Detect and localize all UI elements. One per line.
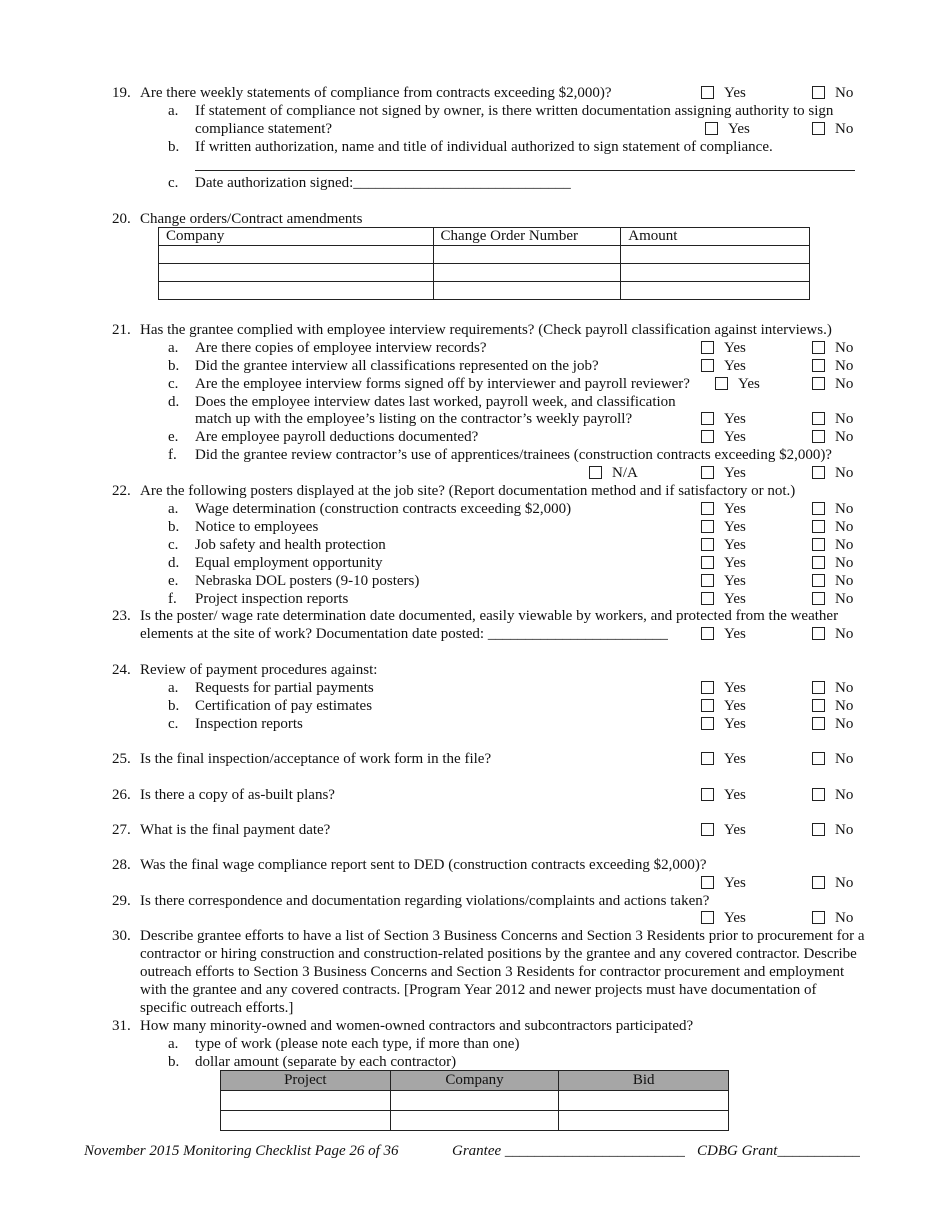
- yes-label: Yes: [728, 121, 750, 137]
- yes-label: Yes: [724, 626, 746, 642]
- no-label: No: [835, 85, 854, 101]
- yes-label: Yes: [724, 875, 746, 891]
- yes-label: Yes: [724, 573, 746, 589]
- yes-label: Yes: [724, 680, 746, 696]
- footer-page-info: November 2015 Monitoring Checklist Page 26 of 36: [84, 1143, 399, 1159]
- no-label: No: [835, 573, 854, 589]
- q22b-letter: b.: [168, 519, 180, 535]
- q21f-no-checkbox[interactable]: [812, 466, 825, 479]
- q22c-yes-checkbox[interactable]: [701, 538, 714, 551]
- q31a-text: type of work (please note each type, if more than one): [195, 1036, 520, 1052]
- yes-label: Yes: [724, 501, 746, 517]
- table-cell[interactable]: [621, 246, 810, 264]
- q19a-text-line2: compliance statement?: [195, 121, 333, 137]
- table-cell[interactable]: [390, 1091, 559, 1111]
- table-cell[interactable]: [159, 264, 434, 282]
- footer-grantee: Grantee ________________________: [452, 1143, 685, 1159]
- q22f-no-checkbox[interactable]: [812, 592, 825, 605]
- q22e-letter: e.: [168, 573, 179, 589]
- q22b-yes-checkbox[interactable]: [701, 520, 714, 533]
- q21b-letter: b.: [168, 358, 180, 374]
- yes-label: Yes: [724, 910, 746, 926]
- no-label: No: [835, 822, 854, 838]
- q20-text: Change orders/Contract amendments: [140, 211, 363, 227]
- table-cell[interactable]: [433, 282, 621, 300]
- q21b-yes-checkbox[interactable]: [701, 359, 714, 372]
- q30-text: Describe grantee efforts to have a list of Section 3 Business Concerns and Section 3 Residents prior to procurement for a contractor or hiring construction and construction-related positions by the grantee and any covered contractor. Describe outreach efforts to Section 3 Business Concerns and Section 3 Residents for contractor procurement and employment with the grantee and any covered contracts. [Program Year 2012 and newer projects must have documentation of specific outreach efforts.]: [140, 928, 865, 1016]
- q24b-yes-checkbox[interactable]: [701, 699, 714, 712]
- q19-yes-checkbox[interactable]: [701, 86, 714, 99]
- yes-label: Yes: [724, 85, 746, 101]
- yes-label: Yes: [724, 751, 746, 767]
- table-cell[interactable]: [159, 282, 434, 300]
- no-label: No: [835, 465, 854, 481]
- q22a-letter: a.: [168, 501, 179, 517]
- q23-no-checkbox[interactable]: [812, 627, 825, 640]
- q22b-no-checkbox[interactable]: [812, 520, 825, 533]
- q21e-text: Are employee payroll deductions documented?: [195, 429, 479, 445]
- table-row: [159, 282, 810, 300]
- q21f-text: Did the grantee review contractor’s use of apprentices/trainees (construction contracts exceeding $2,000)?: [195, 447, 832, 463]
- no-label: No: [835, 555, 854, 571]
- yes-label: Yes: [724, 698, 746, 714]
- q22f-letter: f.: [168, 591, 177, 607]
- no-label: No: [835, 501, 854, 517]
- q21c-yes-checkbox[interactable]: [715, 377, 728, 390]
- q24c-yes-checkbox[interactable]: [701, 717, 714, 730]
- q27-number: 27.: [112, 822, 131, 838]
- no-label: No: [835, 875, 854, 891]
- no-label: No: [835, 716, 854, 732]
- q22f-yes-checkbox[interactable]: [701, 592, 714, 605]
- q26-no-checkbox[interactable]: [812, 788, 825, 801]
- q22b-text: Notice to employees: [195, 519, 319, 535]
- q28-no-checkbox[interactable]: [812, 876, 825, 889]
- contractors-table: [220, 1070, 729, 1131]
- q24-number: 24.: [112, 662, 131, 678]
- column-header-project: Project: [221, 1071, 391, 1091]
- q21-number: 21.: [112, 322, 131, 338]
- q24-text: Review of payment procedures against:: [140, 662, 378, 678]
- table-row: [159, 264, 810, 282]
- q22d-letter: d.: [168, 555, 180, 571]
- no-label: No: [835, 537, 854, 553]
- table-cell[interactable]: [621, 264, 810, 282]
- q29-yes-checkbox[interactable]: [701, 911, 714, 924]
- table-row: [221, 1111, 729, 1131]
- q26-yes-checkbox[interactable]: [701, 788, 714, 801]
- q22a-yes-checkbox[interactable]: [701, 502, 714, 515]
- yes-label: Yes: [724, 537, 746, 553]
- no-label: No: [835, 376, 854, 392]
- q21f-na-checkbox[interactable]: [589, 466, 602, 479]
- yes-label: Yes: [724, 822, 746, 838]
- q22d-no-checkbox[interactable]: [812, 556, 825, 569]
- yes-label: Yes: [724, 340, 746, 356]
- q21f-letter: f.: [168, 447, 177, 463]
- q21a-yes-checkbox[interactable]: [701, 341, 714, 354]
- table-row: [159, 246, 810, 264]
- q21a-letter: a.: [168, 340, 179, 356]
- no-label: No: [835, 698, 854, 714]
- q28-text: Was the final wage compliance report sent to DED (construction contracts exceeding $2,000)?: [140, 857, 707, 873]
- q21d-letter: d.: [168, 394, 180, 410]
- no-label: No: [835, 680, 854, 696]
- table-cell[interactable]: [221, 1091, 391, 1111]
- q19a-letter: a.: [168, 103, 179, 119]
- no-label: No: [835, 429, 854, 445]
- q19b-text: If written authorization, name and title of individual authorized to sign statement of compliance.: [195, 139, 773, 155]
- column-header-company: Company: [390, 1071, 559, 1091]
- q31b-text: dollar amount (separate by each contractor): [195, 1054, 457, 1070]
- no-label: No: [835, 519, 854, 535]
- table-cell[interactable]: [559, 1111, 729, 1131]
- q19b-answer-line[interactable]: [195, 170, 855, 171]
- yes-label: Yes: [724, 716, 746, 732]
- column-header-company: Company: [159, 228, 434, 246]
- q27-yes-checkbox[interactable]: [701, 823, 714, 836]
- q25-number: 25.: [112, 751, 131, 767]
- q23-text-line2: elements at the site of work? Documentation date posted: ________________________: [140, 626, 668, 642]
- q31b-letter: b.: [168, 1054, 180, 1070]
- q28-yes-checkbox[interactable]: [701, 876, 714, 889]
- column-header-bid: Bid: [559, 1071, 729, 1091]
- no-label: No: [835, 411, 854, 427]
- q22e-no-checkbox[interactable]: [812, 574, 825, 587]
- q30-number: 30.: [112, 928, 131, 944]
- q28-number: 28.: [112, 857, 131, 873]
- q21b-text: Did the grantee interview all classifications represented on the job?: [195, 358, 599, 374]
- q25-yes-checkbox[interactable]: [701, 752, 714, 765]
- q27-text: What is the final payment date?: [140, 822, 331, 838]
- q21d-yes-checkbox[interactable]: [701, 412, 714, 425]
- q21c-no-checkbox[interactable]: [812, 377, 825, 390]
- no-label: No: [835, 787, 854, 803]
- change-orders-table: [158, 227, 810, 300]
- q29-no-checkbox[interactable]: [812, 911, 825, 924]
- na-label: N/A: [612, 465, 638, 481]
- q31-text: How many minority-owned and women-owned contractors and subcontractors participated?: [140, 1018, 694, 1034]
- table-cell[interactable]: [621, 282, 810, 300]
- q20-number: 20.: [112, 211, 131, 227]
- yes-label: Yes: [724, 787, 746, 803]
- q24a-yes-checkbox[interactable]: [701, 681, 714, 694]
- q21a-text: Are there copies of employee interview records?: [195, 340, 487, 356]
- q19b-letter: b.: [168, 139, 180, 155]
- q19-no-checkbox[interactable]: [812, 86, 825, 99]
- q21c-letter: c.: [168, 376, 179, 392]
- yes-label: Yes: [724, 555, 746, 571]
- yes-label: Yes: [724, 519, 746, 535]
- yes-label: Yes: [724, 429, 746, 445]
- q24c-no-checkbox[interactable]: [812, 717, 825, 730]
- table-row: [221, 1091, 729, 1111]
- q27-no-checkbox[interactable]: [812, 823, 825, 836]
- q22e-yes-checkbox[interactable]: [701, 574, 714, 587]
- q24b-no-checkbox[interactable]: [812, 699, 825, 712]
- table-header-row: [159, 228, 810, 246]
- table-cell[interactable]: [221, 1111, 391, 1131]
- q22d-text: Equal employment opportunity: [195, 555, 383, 571]
- q22e-text: Nebraska DOL posters (9-10 posters): [195, 573, 420, 589]
- q19c-letter: c.: [168, 175, 179, 191]
- table-cell[interactable]: [559, 1091, 729, 1111]
- table-cell[interactable]: [433, 246, 621, 264]
- q23-yes-checkbox[interactable]: [701, 627, 714, 640]
- q24a-text: Requests for partial payments: [195, 680, 374, 696]
- q21f-yes-checkbox[interactable]: [701, 466, 714, 479]
- yes-label: Yes: [724, 465, 746, 481]
- no-label: No: [835, 626, 854, 642]
- q22c-text: Job safety and health protection: [195, 537, 386, 553]
- yes-label: Yes: [724, 411, 746, 427]
- table-cell[interactable]: [159, 246, 434, 264]
- q26-text: Is there a copy of as-built plans?: [140, 787, 335, 803]
- q26-number: 26.: [112, 787, 131, 803]
- no-label: No: [835, 358, 854, 374]
- no-label: No: [835, 121, 854, 137]
- q22c-no-checkbox[interactable]: [812, 538, 825, 551]
- table-header-row: [221, 1071, 729, 1091]
- q22d-yes-checkbox[interactable]: [701, 556, 714, 569]
- q21d-text-line1: Does the employee interview dates last worked, payroll week, and classification: [195, 394, 676, 410]
- q21b-no-checkbox[interactable]: [812, 359, 825, 372]
- column-header-amount: Amount: [621, 228, 810, 246]
- q21d-text-line2: match up with the employee’s listing on the contractor’s weekly payroll?: [195, 411, 633, 427]
- table-cell[interactable]: [390, 1111, 559, 1131]
- yes-label: Yes: [724, 358, 746, 374]
- yes-label: Yes: [738, 376, 760, 392]
- table-cell[interactable]: [433, 264, 621, 282]
- q29-number: 29.: [112, 893, 131, 909]
- q25-no-checkbox[interactable]: [812, 752, 825, 765]
- yes-label: Yes: [724, 591, 746, 607]
- q21e-letter: e.: [168, 429, 179, 445]
- q21a-no-checkbox[interactable]: [812, 341, 825, 354]
- q21e-no-checkbox[interactable]: [812, 430, 825, 443]
- no-label: No: [835, 910, 854, 926]
- q19-text: Are there weekly statements of compliance from contracts exceeding $2,000)?: [140, 85, 612, 101]
- q23-number: 23.: [112, 608, 131, 624]
- q22f-text: Project inspection reports: [195, 591, 349, 607]
- q22c-letter: c.: [168, 537, 179, 553]
- q22a-no-checkbox[interactable]: [812, 502, 825, 515]
- q24c-text: Inspection reports: [195, 716, 303, 732]
- q19a-no-checkbox[interactable]: [812, 122, 825, 135]
- q19-number: 19.: [112, 85, 131, 101]
- q24a-no-checkbox[interactable]: [812, 681, 825, 694]
- q19c-text: Date authorization signed:_____________________________: [195, 175, 571, 191]
- q24b-text: Certification of pay estimates: [195, 698, 373, 714]
- q31-number: 31.: [112, 1018, 131, 1034]
- q21-text: Has the grantee complied with employee interview requirements? (Check payroll classification against interviews.): [140, 322, 832, 338]
- no-label: No: [835, 340, 854, 356]
- q19a-yes-checkbox[interactable]: [705, 122, 718, 135]
- column-header-change-order-number: Change Order Number: [433, 228, 621, 246]
- q23-text-line1: Is the poster/ wage rate determination date documented, easily viewable by workers, and protected from the weather: [140, 608, 839, 624]
- q31a-letter: a.: [168, 1036, 179, 1052]
- q21d-no-checkbox[interactable]: [812, 412, 825, 425]
- q22a-text: Wage determination (construction contracts exceeding $2,000): [195, 501, 572, 517]
- no-label: No: [835, 591, 854, 607]
- q19a-text-line1: If statement of compliance not signed by owner, is there written documentation assigning authority to sign: [195, 103, 834, 119]
- q21c-text: Are the employee interview forms signed off by interviewer and payroll reviewer?: [195, 376, 690, 392]
- no-label: No: [835, 751, 854, 767]
- q29-text: Is there correspondence and documentation regarding violations/complaints and actions taken?: [140, 893, 710, 909]
- q24b-letter: b.: [168, 698, 180, 714]
- q25-text: Is the final inspection/acceptance of work form in the file?: [140, 751, 492, 767]
- q21e-yes-checkbox[interactable]: [701, 430, 714, 443]
- footer-cdbg-grant: CDBG Grant___________: [697, 1143, 860, 1159]
- q24c-letter: c.: [168, 716, 179, 732]
- q22-text: Are the following posters displayed at the job site? (Report documentation method and if satisfactory or not.): [140, 483, 796, 499]
- q24a-letter: a.: [168, 680, 179, 696]
- q22-number: 22.: [112, 483, 131, 499]
